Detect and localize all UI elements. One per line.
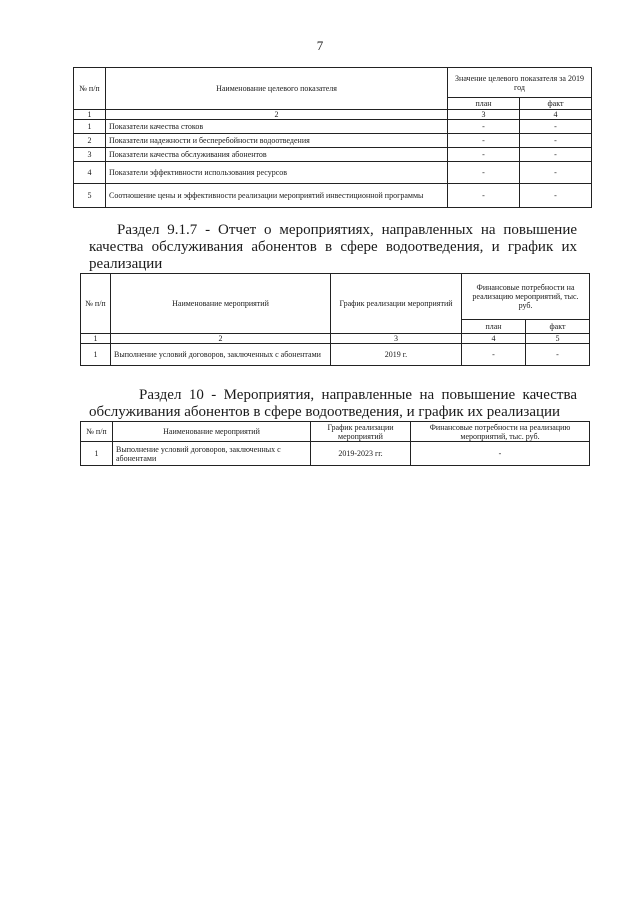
index-row: [81, 334, 590, 344]
table-row: [74, 184, 592, 208]
col-header-plan: план: [462, 320, 526, 334]
measures-schedule-table: [80, 421, 590, 466]
col-header-measure-name: Наименование мероприятий: [113, 422, 311, 442]
table-row: [81, 344, 590, 366]
row-num: 2: [74, 134, 106, 148]
index-cell: 1: [81, 334, 111, 344]
page-number: 7: [316, 38, 324, 53]
index-cell: 1: [74, 110, 106, 120]
row-plan: -: [448, 120, 520, 134]
index-cell: 2: [106, 110, 448, 120]
col-header-fact: факт: [526, 320, 590, 334]
row-fact: -: [520, 148, 592, 162]
col-header-num: № п/п: [81, 422, 113, 442]
row-num: 1: [81, 344, 111, 366]
row-num: 5: [74, 184, 106, 208]
col-header-schedule: График реализации мероприятий: [311, 422, 411, 442]
row-plan: -: [448, 162, 520, 184]
index-cell: 4: [520, 110, 592, 120]
row-fact: -: [520, 134, 592, 148]
row-fact: -: [526, 344, 590, 366]
index-cell: 3: [331, 334, 462, 344]
table-row: [74, 120, 592, 134]
row-plan: -: [448, 184, 520, 208]
row-fact: -: [520, 162, 592, 184]
row-name: Показатели качества стоков: [106, 120, 448, 134]
row-num: 4: [74, 162, 106, 184]
section-9-1-7-heading: Раздел 9.1.7 - Отчет о мероприятиях, направленных на повышение качества обслуживания абонентов в сфере водоотведения, и график их реализации: [89, 222, 577, 272]
index-cell: 3: [448, 110, 520, 120]
table-row: [74, 162, 592, 184]
col-header-num: № п/п: [81, 274, 111, 334]
index-cell: 5: [526, 334, 590, 344]
row-finance: -: [411, 442, 590, 466]
row-name: Выполнение условий договоров, заключенных с абонентами: [111, 344, 331, 366]
row-name: Показатели надежности и бесперебойности водоотведения: [106, 134, 448, 148]
col-header-measure-name: Наименование мероприятий: [111, 274, 331, 334]
table-row: [81, 442, 590, 466]
row-plan: -: [448, 148, 520, 162]
row-plan: -: [462, 344, 526, 366]
table-row: [74, 134, 592, 148]
row-name: Выполнение условий договоров, заключенных с абонентами: [113, 442, 311, 466]
row-fact: -: [520, 120, 592, 134]
row-num: 1: [81, 442, 113, 466]
row-schedule: 2019 г.: [331, 344, 462, 366]
row-name: Соотношение цены и эффективности реализации мероприятий инвестиционной программы: [106, 184, 448, 208]
table-row: [74, 148, 592, 162]
row-name: Показатели эффективности использования ресурсов: [106, 162, 448, 184]
row-name: Показатели качества обслуживания абонентов: [106, 148, 448, 162]
index-cell: 2: [111, 334, 331, 344]
measures-report-table: [80, 273, 590, 366]
row-plan: -: [448, 134, 520, 148]
col-header-indicator-value: Значение целевого показателя за 2019 год: [448, 68, 592, 98]
index-cell: 4: [462, 334, 526, 344]
col-header-indicator-name: Наименование целевого показателя: [106, 68, 448, 110]
col-header-num: № п/п: [74, 68, 106, 110]
index-row: [74, 110, 592, 120]
section-10-heading: Раздел 10 - Мероприятия, направленные на повышение качества обслуживания абонентов в сфере водоотведения, и график их реализации: [89, 387, 577, 420]
target-indicators-table: [73, 67, 592, 208]
row-fact: -: [520, 184, 592, 208]
col-header-financial-needs: Финансовые потребности на реализацию мероприятий, тыс. руб.: [411, 422, 590, 442]
row-schedule: 2019-2023 гг.: [311, 442, 411, 466]
col-header-schedule: График реализации мероприятий: [331, 274, 462, 334]
col-header-financial-needs: Финансовые потребности на реализацию мероприятий, тыс. руб.: [462, 274, 590, 320]
row-num: 1: [74, 120, 106, 134]
row-num: 3: [74, 148, 106, 162]
col-header-plan: план: [448, 98, 520, 110]
col-header-fact: факт: [520, 98, 592, 110]
